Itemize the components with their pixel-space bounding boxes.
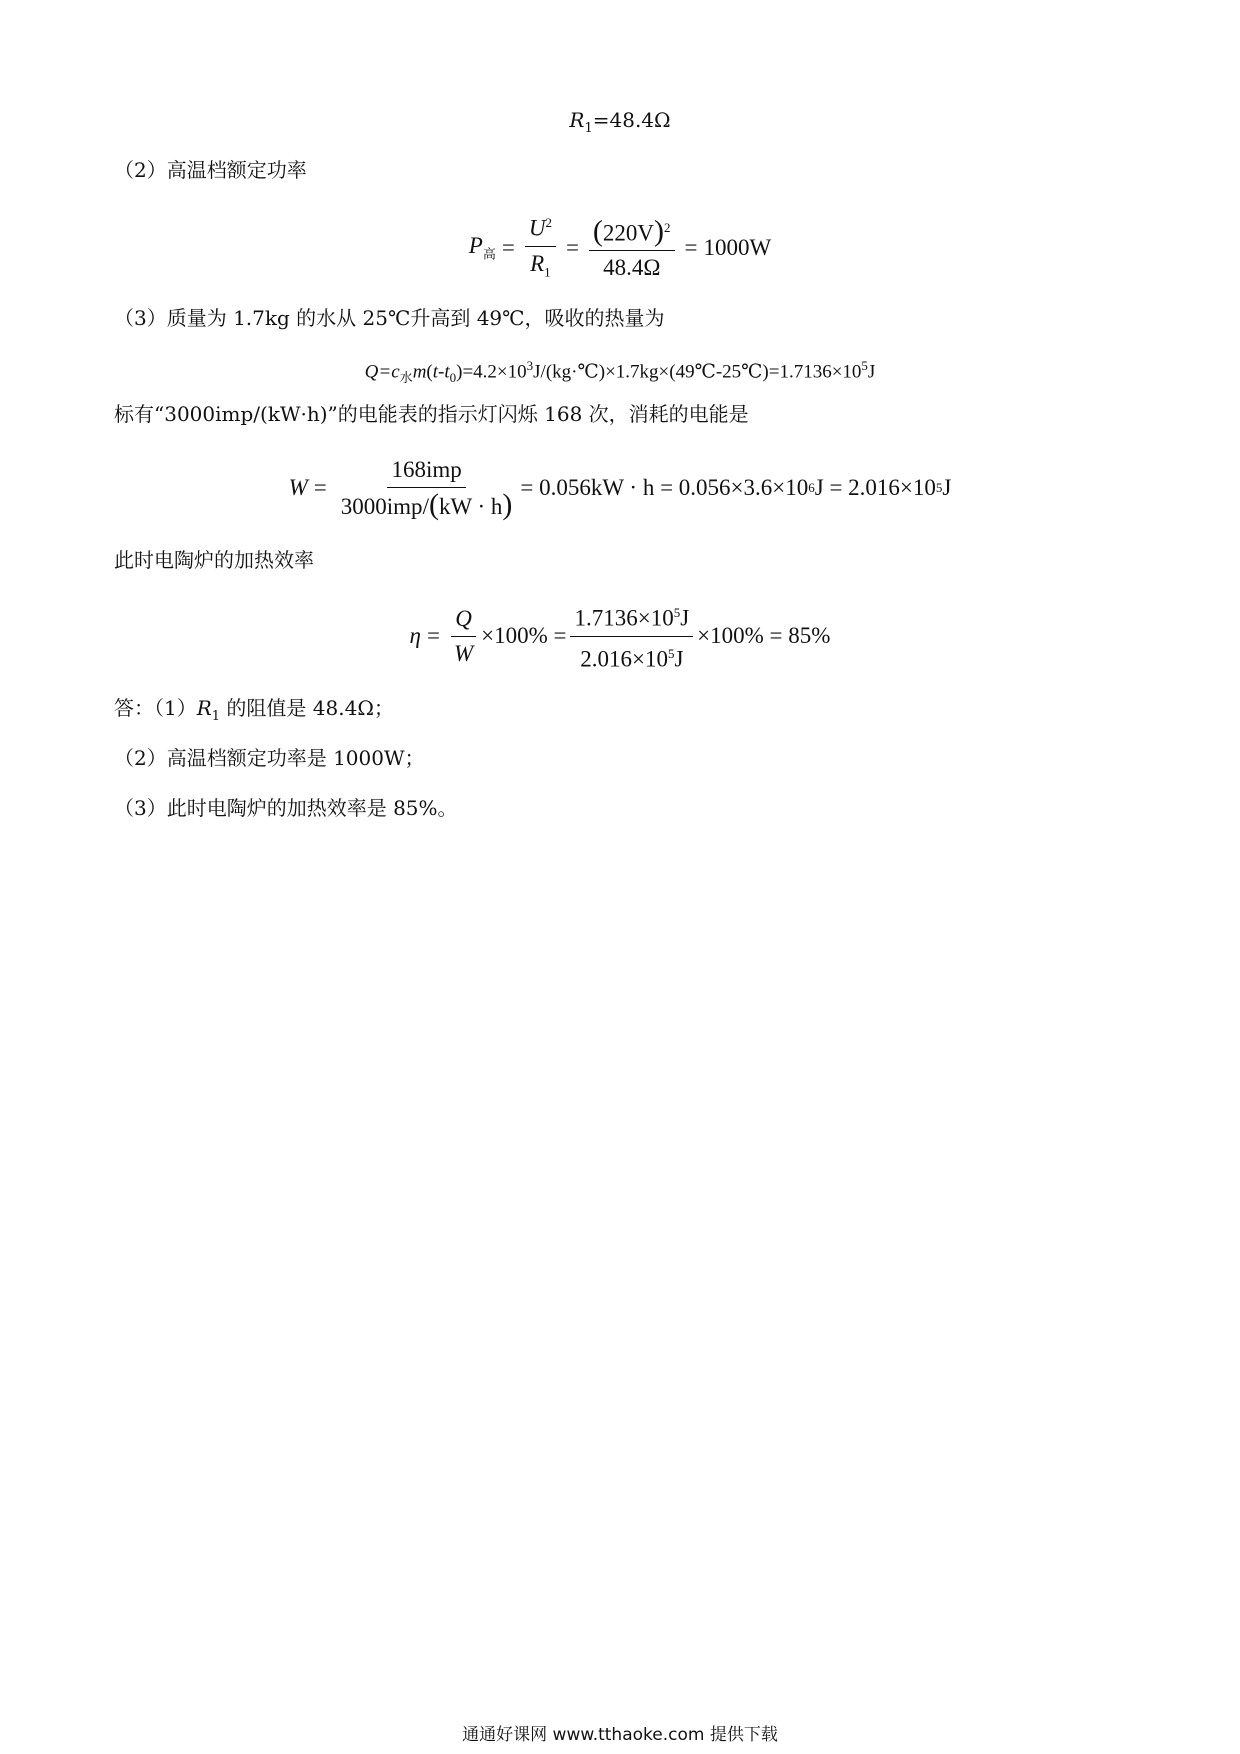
efficiency-fraction-2: $\frac{1.7136\times 10^5J}{2.016\times 10^5J}$ xyxy=(570,599,693,673)
power-equation: $P_高$ = $\frac{U^2}{R_1}$ = $\frac{(220V)^2}{48.4\Omega}$ = 1000W xyxy=(0,208,1240,288)
page-footer: 通通好课网 www.tthaoke.com 提供下载 xyxy=(462,1725,778,1745)
answer-3: （3）此时电陶炉的加热效率是 85%。 xyxy=(114,796,458,820)
answer-2: （2）高温档额定功率是 1000W； xyxy=(114,746,425,770)
efficiency-fraction-1: $\frac{Q}{W}$ xyxy=(450,605,477,668)
heat-equation: $Q=c_水m(t-t_0)=4.2\times 10^3J/(kg\cdot℃)\times 1.7kg\times(49℃-25℃)=1.7136\times 10^5J$ xyxy=(364,358,876,386)
r1-result-line: $R_1=48.4\Omega$ xyxy=(569,108,671,136)
efficiency-equation: η = $\frac{Q}{W}$ ×100% = $\frac{1.7136\times 10^5J}{2.016\times 10^5J}$ ×100% = 85% xyxy=(0,596,1240,676)
efficiency-text: 此时电陶炉的加热效率 xyxy=(114,548,314,572)
part2-heading: （2）高温档额定功率 xyxy=(114,158,307,182)
part3-heading: （3）质量为 1.7kg 的水从 25℃升高到 49℃，吸收的热量为 xyxy=(114,306,665,330)
energy-fraction: $\frac{\text{168imp}}{\text{3000imp/(kW · h)}}$ xyxy=(340,456,513,521)
power-fraction-2: $\frac{(220V)^2}{48.4\Omega}$ xyxy=(589,214,675,283)
meter-text: 标有“3000imp/(kW·h)”的电能表的指示灯闪烁 168 次，消耗的电能是 xyxy=(114,402,749,426)
answer-1: 答：$(1)R_1$ 的阻值是 48.4Ω； xyxy=(114,696,394,724)
energy-equation: W = $\frac{\text{168imp}}{\text{3000imp/(kW · h)}}$ = 0.056kW · h = 0.056×3.6×10 6 J = 2.016×10 5 J xyxy=(288,456,952,521)
power-fraction-1: $\frac{U^2}{R_1}$ xyxy=(525,209,556,286)
